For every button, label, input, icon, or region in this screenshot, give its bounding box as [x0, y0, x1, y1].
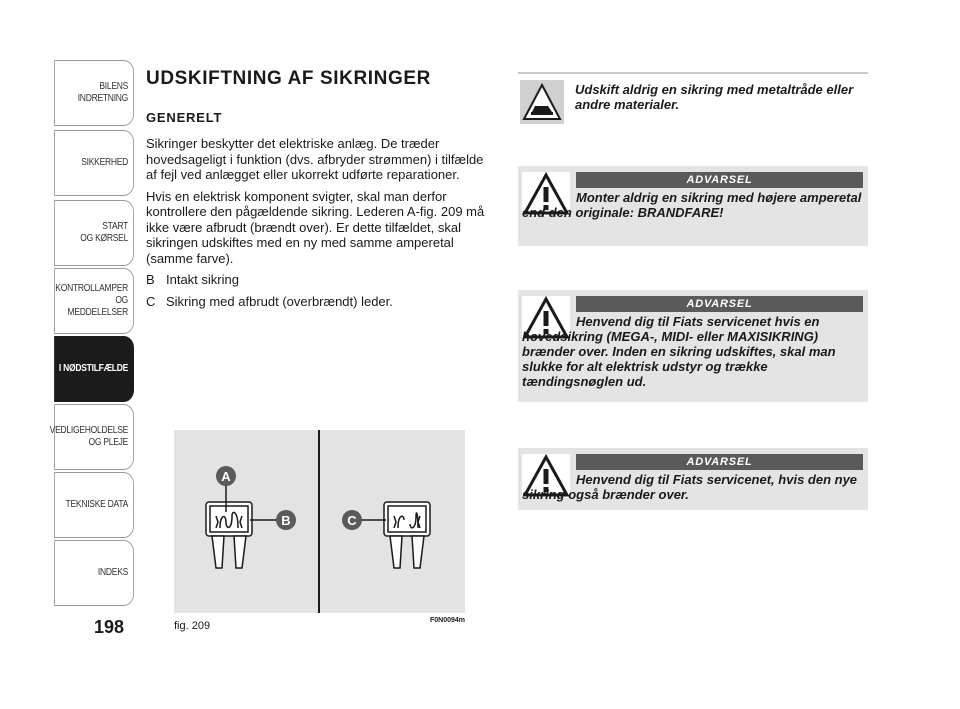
- page-number: 198: [94, 617, 125, 637]
- fuse-figure: [174, 430, 465, 613]
- paragraph-1: Sikringer beskytter det elektriske anlæg. De træder hovedsageligt i funktion (dvs. afbryder strømmen) i tilfælde af fejl ved anlægget eller ukorrekt udførte reparationer.: [146, 136, 484, 182]
- tab-kontrollamper[interactable]: KONTROLLAMPER OG MEDDELELSER: [54, 268, 134, 334]
- warning-box: [518, 166, 868, 246]
- section-subtitle: GENERELT: [146, 110, 223, 125]
- note-text: Udskift aldrig en sikring med metaltråde eller andre materialer.: [575, 82, 854, 112]
- marker-c-label: C: [347, 513, 357, 528]
- figure-code: F0N0094m: [430, 617, 466, 624]
- figure-caption: fig. 209: [174, 620, 211, 632]
- list-item: [146, 294, 492, 310]
- tab-indeks[interactable]: INDEKS: [54, 540, 134, 606]
- tab-tekniske-data[interactable]: TEKNISKE DATA: [54, 472, 134, 538]
- warning-heading: ADVARSEL: [576, 172, 863, 188]
- fuse-intact: [206, 502, 252, 568]
- tab-start-og-korsel[interactable]: START OG KØRSEL: [54, 200, 134, 266]
- tab-i-nodstilfaelde[interactable]: I NØDSTILFÆLDE: [54, 336, 134, 402]
- tab-bilens-indretning[interactable]: BILENS INDRETNING: [54, 60, 134, 126]
- warning-heading: ADVARSEL: [576, 296, 863, 312]
- tab-sikkerhed[interactable]: SIKKERHED: [54, 130, 134, 196]
- fuse-blown: [384, 502, 430, 568]
- car-note-icon: [520, 80, 564, 124]
- paragraph-2: Hvis en elektrisk komponent svigter, skal man derfor kontrollere den pågældende sikring. Lederen A-fig. 209 må ikke være afbrudt (brændt over). Er dette tilfældet, skal sikringen udskiftes med en ny med samme amperetal (samme farve).: [146, 188, 485, 266]
- warning-box: [518, 290, 868, 402]
- tab-vedligeholdelse[interactable]: VEDLIGEHOLDELSE OG PLEJE: [54, 404, 134, 470]
- page-title: UDSKIFTNING AF SIKRINGER: [146, 68, 431, 89]
- item-text: Intakt sikring: [166, 272, 239, 287]
- list-item: [146, 272, 492, 288]
- warning-text: Henvend dig til Fiats servicenet, hvis den nye sikring også brænder over.: [522, 472, 858, 502]
- marker-b-label: B: [281, 513, 291, 528]
- fuse-illustration: [174, 430, 465, 613]
- item-text: Sikring med afbrudt (overbrændt) leder.: [166, 293, 393, 309]
- note-box: [518, 72, 868, 126]
- item-key: C: [146, 293, 156, 309]
- warning-heading: ADVARSEL: [576, 454, 863, 470]
- body-text: [146, 136, 492, 315]
- item-key: B: [146, 272, 155, 287]
- warning-box: [518, 448, 868, 510]
- warning-text: Henvend dig til Fiats servicenet hvis en hovedsikring (MEGA-, MIDI- eller MAXISIKRING) brænder over. Inden en sikring udskiftes, skal man slukke for alt elektrisk udstyr og trække tændingsnøglen ud.: [522, 314, 836, 389]
- marker-a-label: A: [221, 469, 231, 484]
- warning-text: Monter aldrig en sikring med højere amperetal end den originale: BRANDFARE!: [522, 190, 862, 220]
